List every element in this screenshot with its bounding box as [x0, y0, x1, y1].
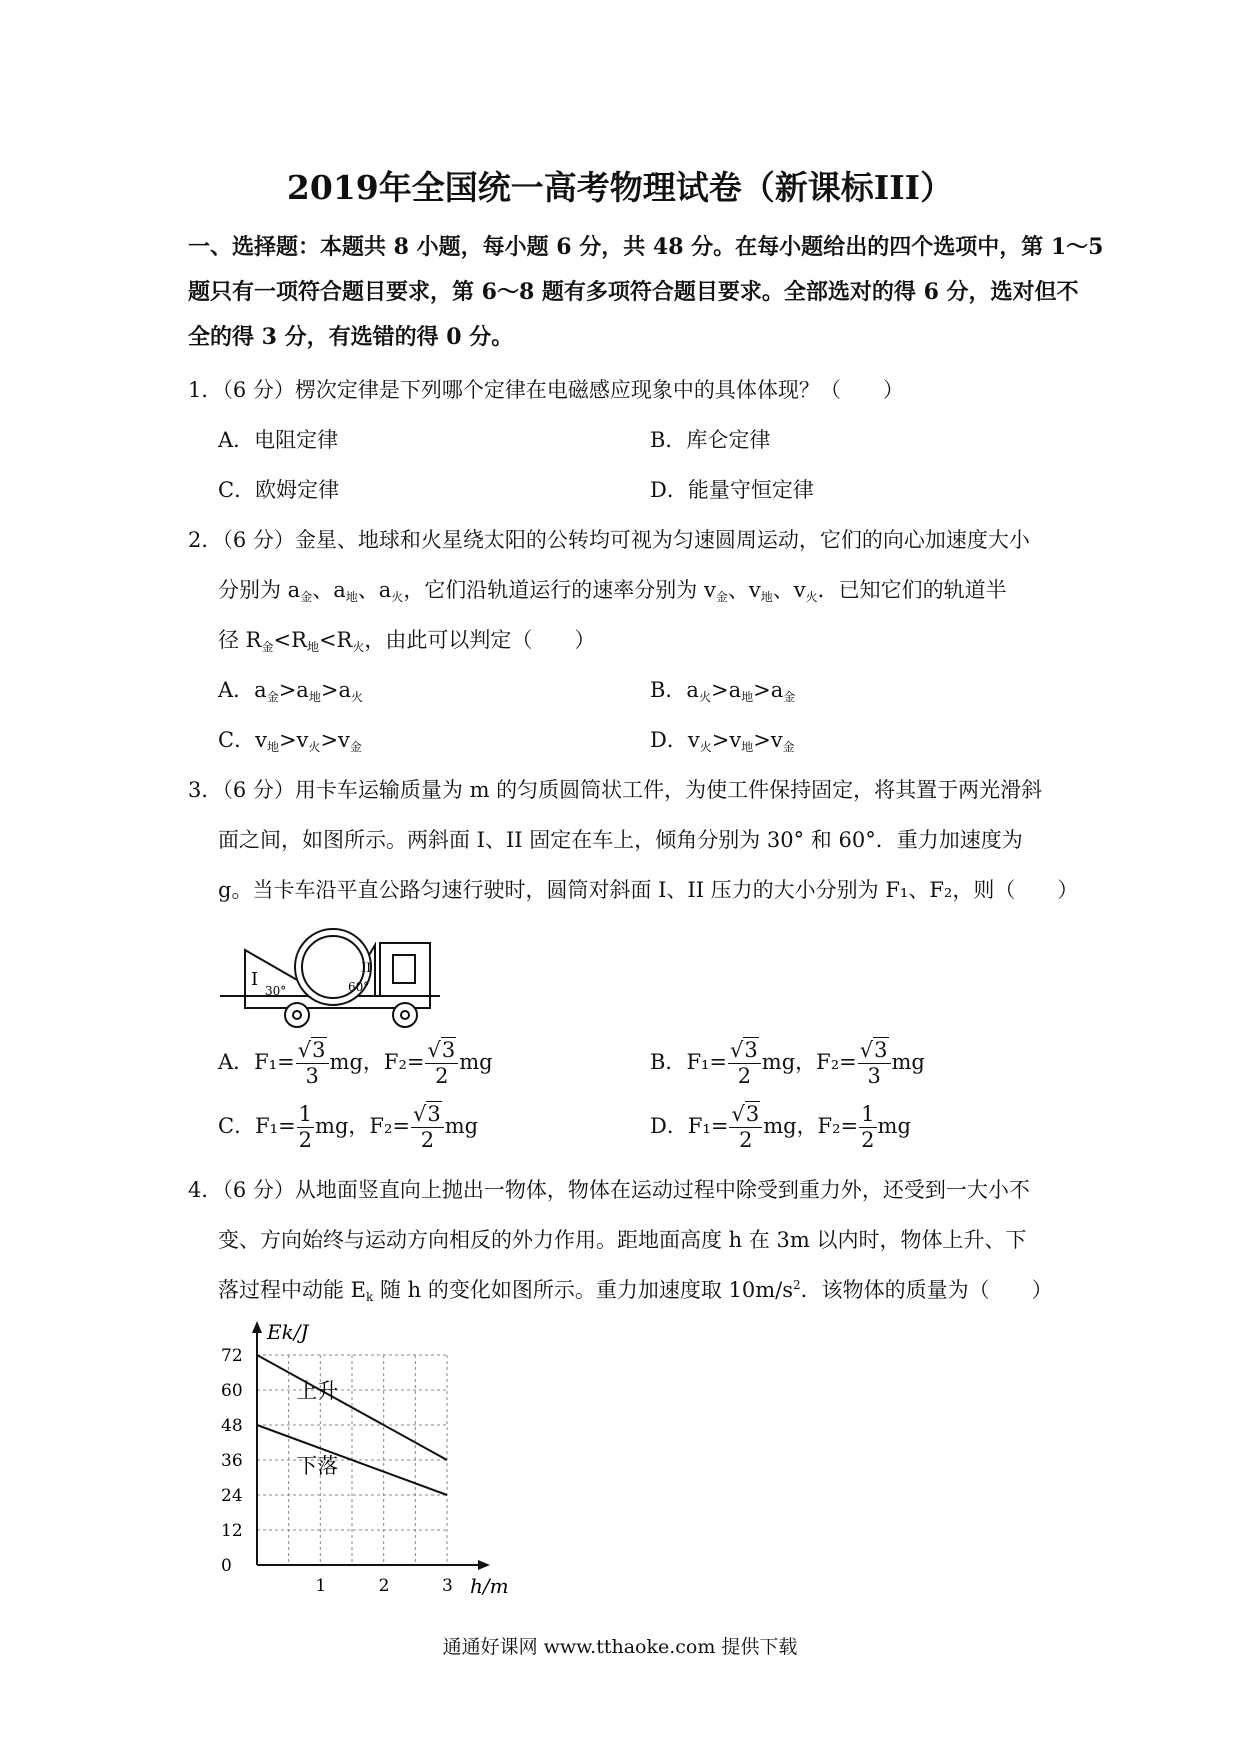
section-instructions-line3: 全的得 3 分，有选错的得 0 分。	[188, 324, 514, 350]
label-angle-30: 30°	[265, 984, 287, 998]
q4-line2: 变、方向始终与运动方向相反的外力作用。距地面高度 h 在 3m 以内时，物体上升、下	[218, 1228, 1027, 1252]
q2-option-b: B．$a_火>a_地>a_金$	[650, 678, 796, 704]
x-tick-label: 1	[315, 1576, 327, 1596]
y-axis-label: Ek/J	[267, 1320, 309, 1344]
y-tick-label: 72	[221, 1346, 243, 1366]
q1-option-d: D．能量守恒定律	[650, 478, 814, 502]
q1-option-a: A．电阻定律	[218, 428, 339, 452]
q4-ek-h-chart	[205, 1315, 525, 1615]
q2-line2: 分别为 $a_金$、$a_地$、$a_火$，它们沿轨道运行的速率分别为 $v_金$、$v_地$、$v_火$．已知它们的轨道半	[218, 578, 1007, 604]
y-tick-label: 0	[221, 1556, 232, 1576]
label-angle-60: 60°	[348, 980, 370, 994]
q1-option-c: C．欧姆定律	[218, 478, 340, 502]
q3-line1: 3．（6 分）用卡车运输质量为 m 的匀质圆筒状工件，为使工件保持固定，将其置于两光滑斜	[188, 778, 1043, 802]
front-wheel	[393, 1003, 417, 1027]
q4-line3: 落过程中动能 $E_k$ 随 h 的变化如图所示。重力加速度取 $10m/s^2$．该物体的质量为（ ）	[218, 1278, 1053, 1304]
y-tick-label: 60	[221, 1381, 243, 1401]
y-tick-label: 12	[221, 1521, 243, 1541]
y-axis-arrow	[252, 1321, 262, 1333]
y-tick-label: 48	[221, 1416, 243, 1436]
q3-option-b: B．F₁= $\frac{√3}{2}$ mg，F₂= $\frac{√3}{3}$ mg	[650, 1038, 925, 1088]
q2-option-a: A．$a_金>a_地>a_火$	[218, 678, 363, 704]
y-tick-labels	[221, 1346, 243, 1576]
cab-window	[393, 955, 415, 983]
q3-line3: g。当卡车沿平直公路匀速行驶时，圆筒对斜面 I、II 压力的大小分别为 F₁、F₂，则（ ）	[218, 878, 1079, 902]
label-incline-ii: II	[361, 961, 372, 976]
q4-line1: 4．（6 分）从地面竖直向上抛出一物体，物体在运动过程中除受到重力外，还受到一大小不	[188, 1178, 1030, 1202]
q2-option-c: C．$v_地>v_火>v_金$	[218, 728, 362, 754]
q3-option-d: D．F₁= $\frac{√3}{2}$ mg，F₂= $\frac{1}{2}$ mg	[650, 1102, 911, 1152]
x-axis-arrow	[478, 1560, 490, 1570]
q1-option-b: B．库仑定律	[650, 428, 771, 452]
q3-line2: 面之间，如图所示。两斜面 I、II 固定在车上，倾角分别为 30° 和 60°．重力加速度为	[218, 828, 1023, 852]
section-instructions-line2: 题只有一项符合题目要求，第 6～8 题有多项符合题目要求。全部选对的得 6 分，选对但不	[188, 279, 1079, 305]
x-tick-label: 3	[442, 1576, 453, 1596]
y-tick-label: 36	[221, 1451, 243, 1471]
rear-wheel	[285, 1003, 309, 1027]
q3-truck-figure	[215, 915, 445, 1030]
footer-source: 通通好课网 www.tthaoke.com 提供下载	[442, 1636, 798, 1658]
q2-line3: 径 $R_金<R_地<R_火$，由此可以判定（ ）	[218, 628, 596, 654]
x-axis-label: h/m	[470, 1574, 509, 1598]
q3-option-c: C．F₁= $\frac{1}{2}$ mg，F₂= $\frac{√3}{2}$ mg	[218, 1102, 479, 1152]
label-incline-i: I	[251, 969, 259, 990]
x-tick-label: 2	[378, 1576, 390, 1596]
q1-stem: 1．（6 分）楞次定律是下列哪个定律在电磁感应现象中的具体体现？（ ）	[188, 378, 904, 402]
q3-option-a: A．F₁= $\frac{√3}{3}$ mg，F₂= $\frac{√3}{2}$ mg	[218, 1038, 493, 1088]
section-instructions-line1: 一、选择题：本题共 8 小题，每小题 6 分，共 48 分。在每小题给出的四个选项中，第 1～5	[188, 234, 1104, 260]
truck-cab	[380, 943, 430, 996]
x-tick-labels	[315, 1576, 452, 1596]
y-tick-label: 24	[221, 1486, 243, 1506]
page-title: 2019年全国统一高考物理试卷（新课标III）	[286, 168, 954, 207]
series-line-rising	[257, 1355, 447, 1460]
series-label: 下落	[296, 1454, 339, 1478]
q2-line1: 2．（6 分）金星、地球和火星绕太阳的公转均可视为匀速圆周运动，它们的向心加速度大小	[188, 528, 1030, 552]
series-label: 上升	[296, 1379, 339, 1403]
q2-option-d: D．$v_火>v_地>v_金$	[650, 728, 795, 754]
